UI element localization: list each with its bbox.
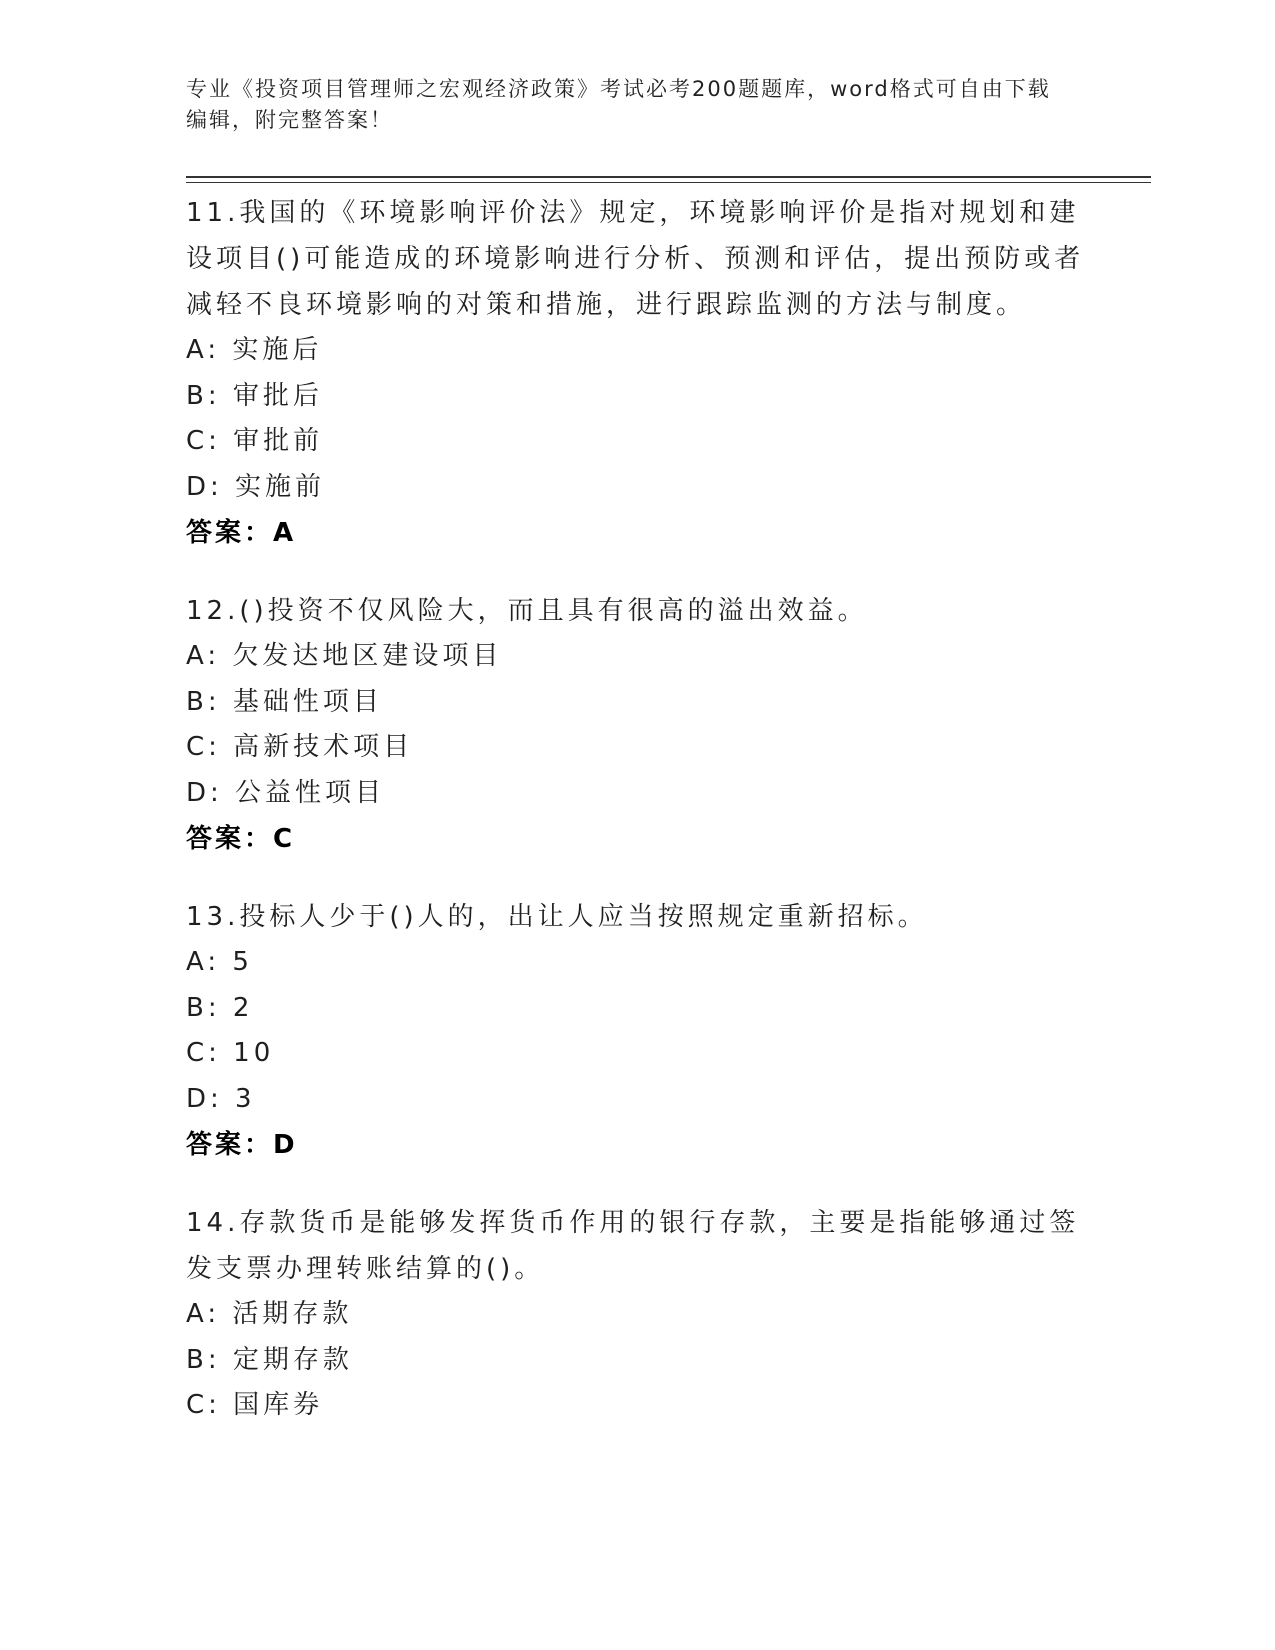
header-rule <box>186 176 1151 178</box>
option-d: D: 实施前 <box>186 471 326 502</box>
option-c: C: 高新技术项目 <box>186 732 414 762</box>
option-d: D: 公益性项目 <box>186 777 386 808</box>
header-text: 专业《投资项目管理师之宏观经济政策》考试必考200题题库，word格式可自由下载编辑，附完整答案！ <box>186 77 1051 132</box>
question-item <box>186 190 1086 556</box>
question-item <box>186 1200 1086 1429</box>
option-b: B: 审批后 <box>186 380 323 411</box>
option-a: A: 实施后 <box>186 335 323 365</box>
question-stem: 13.投标人少于()人的，出让人应当按照规定重新招标。 <box>186 902 928 932</box>
question-list <box>186 190 1086 1461</box>
option-b: B: 2 <box>186 992 254 1023</box>
option-c: C: 审批前 <box>186 426 324 456</box>
question-item <box>186 894 1086 1168</box>
option-c: C: 国库券 <box>186 1390 324 1420</box>
question-stem: 14.存款货币是能够发挥货币作用的银行存款，主要是指能够通过签发支票办理转账结算的()。 <box>186 1208 1080 1284</box>
option-b: B: 基础性项目 <box>186 686 383 717</box>
option-a: A: 活期存款 <box>186 1299 353 1329</box>
header-rule-thin <box>186 182 1151 183</box>
answer: 答案：C <box>186 824 296 854</box>
option-b: B: 定期存款 <box>186 1344 353 1375</box>
answer: 答案：A <box>186 518 297 548</box>
option-a: A: 5 <box>186 947 253 977</box>
question-stem: 12.()投资不仅风险大，而且具有很高的溢出效益。 <box>186 596 868 626</box>
option-a: A: 欠发达地区建设项目 <box>186 641 503 671</box>
option-c: C: 10 <box>186 1038 275 1068</box>
answer: 答案：D <box>186 1130 298 1160</box>
question-stem: 11.我国的《环境影响评价法》规定，环境影响评价是指对规划和建设项目()可能造成的环境影响进行分析、预测和评估，提出预防或者减轻不良环境影响的对策和措施，进行跟踪监测的方法与制度。 <box>186 198 1085 320</box>
option-d: D: 3 <box>186 1083 256 1114</box>
question-item <box>186 588 1086 862</box>
